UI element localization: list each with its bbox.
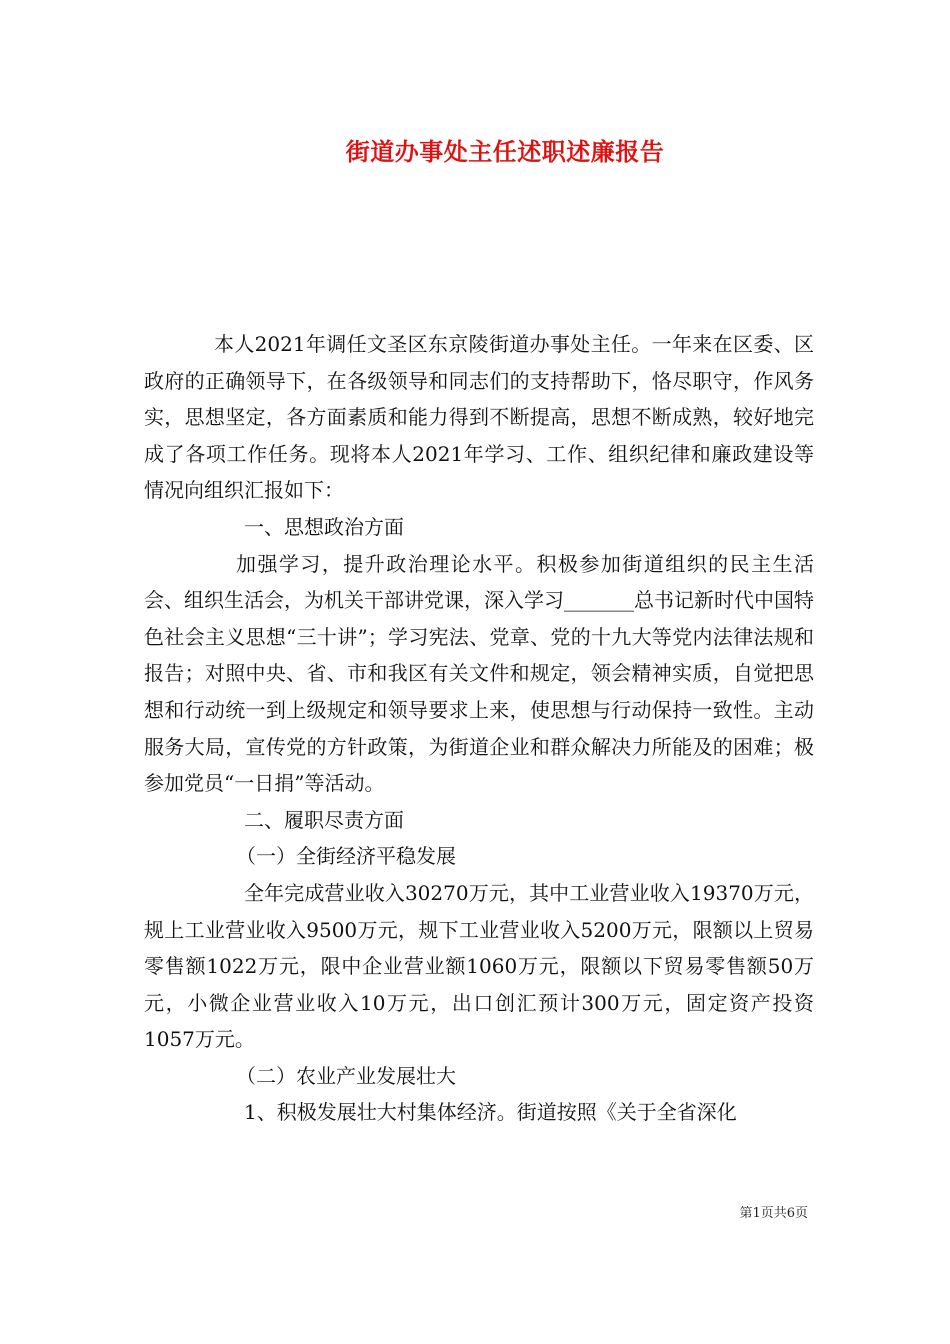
subsection-heading-agriculture: （二）农业产业发展壮大 xyxy=(236,1063,456,1088)
ideology-paragraph: 加强学习，提升政治理论水平。积极参加街道组织的民主生活会、组织生活会，为机关干部讲党课，深入学习_______总书记新时代中国特色社会主义思想“三十讲”；学习宪法、党章、党的十九大等党内法律法规和报告；对照中央、省、市和我区有关文件和规定，领会精神实质，自觉把思想和行动统一到上级规定和领导要求上来，使思想与行动保持一致性。主动服务大局，宣传党的方针政策，为街道企业和群众解决力所能及的困难；极参加党员“一日捐”等活动。 xyxy=(144,551,814,796)
page-number: 第1页共6页 xyxy=(739,1206,808,1221)
section-heading-duties: 二、履职尽责方面 xyxy=(244,807,404,832)
economy-paragraph: 全年完成营业收入30270万元，其中工业营业收入19370万元，规上工业营业收入9500万元，规下工业营业收入5200万元，限额以上贸易零售额1022万元，限中企业营业额1060万元，限额以下贸易零售额50万元，小微企业营业收入10万元，出口创汇预计300万元，固定资产投资1057万元。 xyxy=(144,880,814,1052)
agriculture-paragraph: 1、积极发展壮大村集体经济。街道按照《关于全省深化 xyxy=(244,1100,737,1125)
section-heading-ideology: 一、思想政治方面 xyxy=(244,514,404,539)
intro-paragraph: 本人2021年调任文圣区东京陵街道办事处主任。一年来在区委、区政府的正确领导下，在各级领导和同志们的支持帮助下，恪尽职守，作风务实，思想坚定，各方面素质和能力得到不断提高，思想不断成熟，较好地完成了各项工作任务。现将本人2021年学习、工作、组织纪律和廉政建设等情况向组织汇报如下： xyxy=(144,332,814,503)
document-title: 街道办事处主任述职述廉报告 xyxy=(345,137,665,166)
document-body xyxy=(144,326,814,1131)
subsection-heading-economy: （一）全街经济平稳发展 xyxy=(236,844,456,869)
